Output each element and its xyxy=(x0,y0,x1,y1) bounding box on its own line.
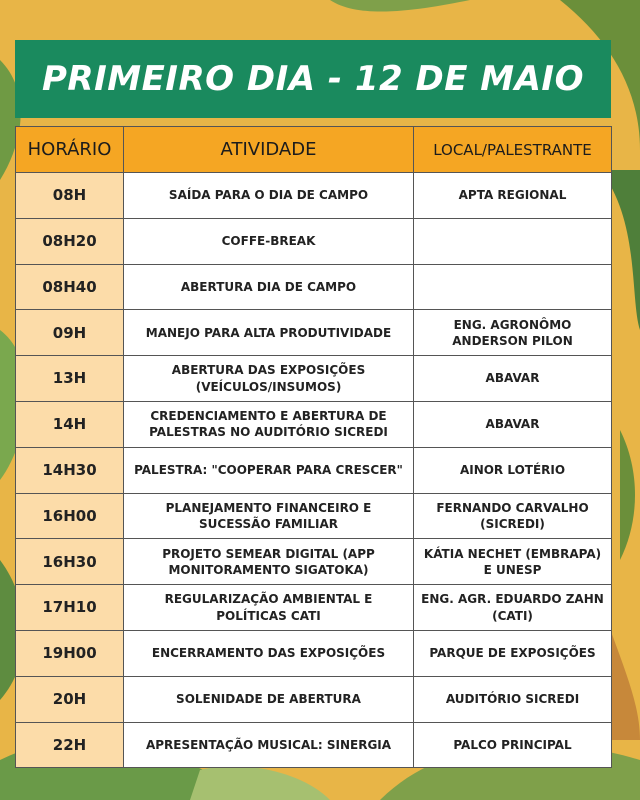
activity-cell: SAÍDA PARA O DIA DE CAMPO xyxy=(124,173,414,219)
table-row xyxy=(16,401,612,447)
activity-cell: SOLENIDADE DE ABERTURA xyxy=(124,676,414,722)
time-cell: 08H20 xyxy=(16,218,124,264)
place-cell xyxy=(414,264,612,310)
time-cell: 09H xyxy=(16,310,124,356)
table-row xyxy=(16,356,612,402)
page-title: PRIMEIRO DIA - 12 DE MAIO xyxy=(42,59,584,99)
activity-cell: APRESENTAÇÃO MUSICAL: SINERGIA xyxy=(124,722,414,768)
place-cell: APTA REGIONAL xyxy=(414,173,612,219)
place-cell: AUDITÓRIO SICREDI xyxy=(414,676,612,722)
time-cell: 17H10 xyxy=(16,585,124,631)
time-cell: 16H00 xyxy=(16,493,124,539)
place-cell: ENG. AGRONÔMO ANDERSON PILON xyxy=(414,310,612,356)
time-cell: 20H xyxy=(16,676,124,722)
table-row xyxy=(16,310,612,356)
place-cell: PALCO PRINCIPAL xyxy=(414,722,612,768)
column-header-place: LOCAL/PALESTRANTE xyxy=(414,127,612,173)
title-banner xyxy=(15,40,611,118)
place-cell: KÁTIA NECHET (EMBRAPA) E UNESP xyxy=(414,539,612,585)
table-row xyxy=(16,676,612,722)
column-header-time: HORÁRIO xyxy=(16,127,124,173)
table-row xyxy=(16,218,612,264)
time-cell: 16H30 xyxy=(16,539,124,585)
table-row xyxy=(16,585,612,631)
place-cell: AINOR LOTÉRIO xyxy=(414,447,612,493)
activity-cell: PALESTRA: "COOPERAR PARA CRESCER" xyxy=(124,447,414,493)
place-cell: ABAVAR xyxy=(414,356,612,402)
activity-cell: PLANEJAMENTO FINANCEIRO E SUCESSÃO FAMILIAR xyxy=(124,493,414,539)
activity-cell: MANEJO PARA ALTA PRODUTIVIDADE xyxy=(124,310,414,356)
column-header-activity: ATIVIDADE xyxy=(124,127,414,173)
time-cell: 19H00 xyxy=(16,630,124,676)
time-cell: 22H xyxy=(16,722,124,768)
place-cell: FERNANDO CARVALHO (SICREDI) xyxy=(414,493,612,539)
time-cell: 08H xyxy=(16,173,124,219)
activity-cell: REGULARIZAÇÃO AMBIENTAL E POLÍTICAS CATI xyxy=(124,585,414,631)
table-row xyxy=(16,722,612,768)
time-cell: 08H40 xyxy=(16,264,124,310)
activity-cell: CREDENCIAMENTO E ABERTURA DE PALESTRAS NO AUDITÓRIO SICREDI xyxy=(124,401,414,447)
place-cell: ABAVAR xyxy=(414,401,612,447)
table-row xyxy=(16,630,612,676)
time-cell: 14H xyxy=(16,401,124,447)
place-cell: ENG. AGR. EDUARDO ZAHN (CATI) xyxy=(414,585,612,631)
place-cell: PARQUE DE EXPOSIÇÕES xyxy=(414,630,612,676)
time-cell: 14H30 xyxy=(16,447,124,493)
table-row xyxy=(16,447,612,493)
activity-cell: ENCERRAMENTO DAS EXPOSIÇÕES xyxy=(124,630,414,676)
place-cell xyxy=(414,218,612,264)
activity-cell: ABERTURA DAS EXPOSIÇÕES (VEÍCULOS/INSUMOS) xyxy=(124,356,414,402)
activity-cell: ABERTURA DIA DE CAMPO xyxy=(124,264,414,310)
table-row xyxy=(16,264,612,310)
time-cell: 13H xyxy=(16,356,124,402)
table-row xyxy=(16,173,612,219)
table-row xyxy=(16,493,612,539)
schedule-table xyxy=(15,126,612,768)
activity-cell: PROJETO SEMEAR DIGITAL (APP MONITORAMENTO SIGATOKA) xyxy=(124,539,414,585)
table-row xyxy=(16,539,612,585)
header-row xyxy=(16,127,612,173)
activity-cell: COFFE-BREAK xyxy=(124,218,414,264)
